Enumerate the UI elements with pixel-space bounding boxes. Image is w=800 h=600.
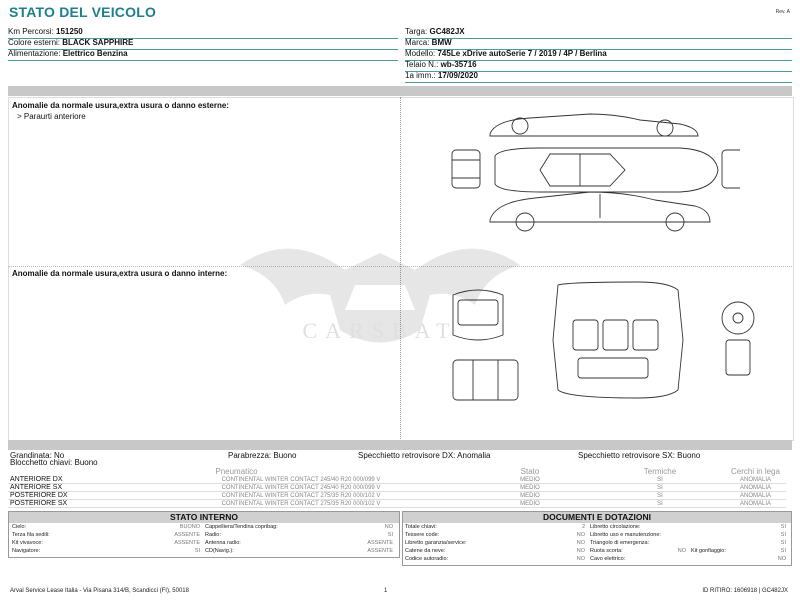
kv-value: NO [576, 540, 585, 546]
kv-value: 2 [581, 524, 585, 530]
kv-value: ASSENTE [367, 540, 393, 546]
internal-damage-title: Anomalie da normale usura,extra usura o danno interne: [12, 269, 228, 278]
kv-libretto-uso [590, 532, 788, 538]
kv-value: NO [576, 532, 585, 538]
footer-id-ritiro: ID RITIRO: 1606918 | GC482JX [702, 588, 788, 594]
tyres-table [8, 467, 786, 508]
kv-ruota-scorta [590, 548, 688, 554]
footer-address: Arval Service Lease Italia - Via Pisana 314/B, Scandicci (FI), 50018 [10, 588, 189, 594]
tyre-stato: MEDIO [465, 492, 595, 500]
info-alimentazione [8, 49, 398, 61]
kv-key: Terza fila sedili: [12, 532, 50, 538]
tyres-header: Stato [520, 467, 540, 476]
kv-cappelliera [205, 524, 395, 530]
info-value: 151250 [56, 27, 83, 36]
kv-key: Tessere code: [405, 532, 440, 538]
tyres-header: Pneumatico [215, 467, 258, 476]
status-specchietto-sx: Specchietto retrovisore SX: Buono [578, 451, 701, 460]
tyre-position: POSTERIORE DX [8, 492, 137, 500]
kv-value: SI [194, 548, 200, 554]
kv-triangolo [590, 540, 788, 546]
kv-value: SI [780, 548, 786, 554]
info-value: GC482JX [429, 27, 465, 36]
info-value: BMW [431, 38, 452, 47]
tyre-cerchi: ANOMALIA [725, 500, 786, 508]
kv-key: Cavo elettrico: [590, 556, 626, 562]
kv-value: NO [777, 556, 786, 562]
status-divider-bar [8, 440, 792, 450]
kv-cavo-elettrico [590, 556, 788, 562]
table-row [8, 500, 786, 508]
table-row [8, 484, 786, 492]
kv-totale-chiavi [405, 524, 587, 530]
info-label: 1a imm.: [405, 71, 438, 80]
status-grandinata: Grandinata: No [10, 451, 65, 460]
kv-key: Libretto uso e manutenzione: [590, 532, 661, 538]
kv-tessere-code [405, 532, 587, 538]
internal-car-diagram [448, 280, 778, 405]
info-label: Alimentazione: [8, 49, 63, 58]
tyre-desc: CONTINENTAL WINTER CONTACT 245/40 R20 000/099 V [137, 484, 465, 492]
kv-value: NO [576, 548, 585, 554]
kv-value: SI [387, 532, 393, 538]
info-value: 17/09/2020 [437, 71, 478, 80]
section-divider-bar [8, 86, 792, 96]
kv-value: ASSENTE [174, 540, 200, 546]
info-value: 745Le xDrive autoSerie 7 / 2019 / 4P / Berlina [437, 49, 607, 58]
tyre-termiche: SI [595, 492, 725, 500]
kv-kit-gonfiaggio [691, 548, 788, 554]
kv-key: Cappelliera/Tendina copribag: [205, 524, 278, 530]
kv-key: Kit vivavoce: [12, 540, 43, 546]
kv-kit-vivavoce [12, 540, 202, 546]
external-car-diagram [440, 110, 740, 235]
kv-key: Cielo: [12, 524, 27, 530]
tyre-position: POSTERIORE SX [8, 500, 137, 508]
tyre-position: ANTERIORE SX [8, 484, 137, 492]
revision-label: Rev. A [775, 9, 790, 15]
table-row [8, 492, 786, 500]
kv-value: SI [780, 532, 786, 538]
kv-value: ASSENTE [174, 532, 200, 538]
kv-key: Codice autoradio: [405, 556, 449, 562]
info-label: Telaio N.: [405, 60, 441, 69]
external-damage-title: Anomalie da normale usura,extra usura o danno esterne: [12, 101, 229, 110]
tyre-termiche: SI [595, 500, 725, 508]
status-blocchetto: Blocchetto chiavi: Buono [10, 458, 98, 467]
kv-value: BUONO [179, 524, 200, 530]
watermark-text: CARSBAT [302, 318, 458, 343]
kv-key: Radio: [205, 532, 221, 538]
status-specchietto-dx: Specchietto retrovisore DX: Anomalia [358, 451, 491, 460]
kv-key: CD(Navig.): [205, 548, 234, 554]
kv-antenna [205, 540, 395, 546]
kv-radio [205, 532, 395, 538]
kv-cd [205, 548, 395, 554]
info-label: Marca: [405, 38, 432, 47]
tyres-header: Cerchi in lega [731, 467, 780, 476]
tyre-position: ANTERIORE DX [8, 476, 137, 484]
status-parabrezza: Parabrezza: Buono [228, 451, 297, 460]
kv-value: NO [677, 548, 686, 554]
kv-libretto-garanzia [405, 540, 587, 546]
kv-cielo [12, 524, 202, 530]
tyre-stato: MEDIO [465, 484, 595, 492]
tyre-stato: MEDIO [465, 500, 595, 508]
kv-key: Kit gonfiaggio: [691, 548, 726, 554]
kv-catene [405, 548, 587, 554]
kv-value: SI [780, 524, 786, 530]
kv-value: NO [576, 556, 585, 562]
info-label: Modello: [405, 49, 438, 58]
info-value: Elettrico Benzina [62, 49, 128, 58]
kv-key: Libretto garanzia/service: [405, 540, 467, 546]
info-immatricolazione [405, 71, 792, 83]
kv-key: Ruota scorta: [590, 548, 623, 554]
kv-key: Totale chiavi: [405, 524, 437, 530]
page-title: STATO DEL VEICOLO [9, 4, 157, 20]
kv-codice-autoradio [405, 556, 587, 562]
tyre-desc: CONTINENTAL WINTER CONTACT 275/35 R20 000/102 V [137, 492, 465, 500]
tyre-desc: CONTINENTAL WINTER CONTACT 245/40 R20 000/099 V [137, 476, 465, 484]
kv-value: SI [780, 540, 786, 546]
kv-key: Antenna radio: [205, 540, 241, 546]
footer-page-number: 1 [384, 588, 388, 594]
tyre-stato: MEDIO [465, 476, 595, 484]
external-damage-item: > Paraurti anteriore [17, 112, 86, 121]
tyres-header: Termiche [643, 467, 677, 476]
info-label: Colore esterni: [8, 38, 63, 47]
table-row [8, 476, 786, 484]
info-value: BLACK SAPPHIRE [62, 38, 134, 47]
stato-interno-title: STATO INTERNO [9, 512, 399, 523]
info-label: Km Percorsi: [8, 27, 57, 36]
tyre-termiche: SI [595, 476, 725, 484]
kv-navigatore [12, 548, 202, 554]
tyre-cerchi: ANOMALIA [725, 476, 786, 484]
kv-key: Libretto circolazione: [590, 524, 641, 530]
kv-key: Navigatore: [12, 548, 41, 554]
tyre-desc: CONTINENTAL WINTER CONTACT 275/35 R20 000/102 V [137, 500, 465, 508]
kv-libretto-circolazione [590, 524, 788, 530]
tyre-cerchi: ANOMALIA [725, 492, 786, 500]
kv-value: ASSENTE [367, 548, 393, 554]
kv-value: NO [384, 524, 393, 530]
tyres-header-row [8, 467, 786, 476]
kv-key: Catene da neve: [405, 548, 446, 554]
info-value: wb-35716 [440, 60, 477, 69]
kv-terza-fila [12, 532, 202, 538]
kv-key: Triangolo di emergenza: [590, 540, 650, 546]
tyre-termiche: SI [595, 484, 725, 492]
documenti-title: DOCUMENTI E DOTAZIONI [403, 512, 791, 523]
tyre-cerchi: ANOMALIA [725, 484, 786, 492]
info-label: Targa: [405, 27, 430, 36]
